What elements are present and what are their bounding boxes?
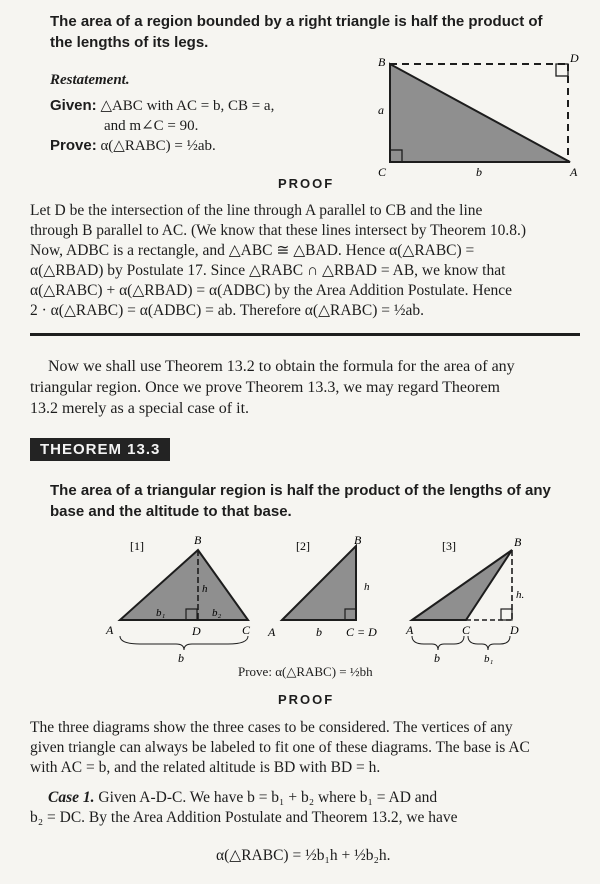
case-line: b₂ = DC. By the Area Addition Postulate and Theorem 13.2, we have [30,809,458,826]
statement-line: the lengths of its legs. [50,34,209,51]
given-text-2: and m∠C = 90. [104,118,199,134]
statement-line: base and the altitude to that base. [50,503,292,520]
d2-label-h: h [364,581,370,593]
given-line [50,96,274,115]
restatement-label: Restatement. [50,72,130,88]
proof-line: Let D be the intersection of the line through A parallel to CB and the line [30,202,483,219]
d3-label-h: h. [516,589,525,601]
theorem-13-2-statement [50,11,590,53]
proof-line: with AC = b, and the related altitude is BD with BD = h. [30,759,381,776]
d1-label-c: C [242,623,251,637]
intro-line: Now we shall use Theorem 13.2 to obtain the formula for the area of any [48,358,515,375]
proof-line: given triangle can always be labeled to fit one of these diagrams. The base is AC [30,739,530,756]
label-leg-a: a [378,103,384,117]
proof-line: Now, ADBC is a rectangle, and △ABC ≅ △BAD. Hence α(△RABC) = [30,242,475,259]
d2-label-a: A [268,625,276,639]
brace-3b [468,636,510,650]
label-leg-b: b [476,165,482,179]
tag-1: [1] [130,539,144,553]
three-case-diagrams [100,532,550,672]
label-b: B [378,55,386,69]
d3-label-base: b [434,651,440,665]
triangle-abc [390,64,570,162]
case-text: Given A-D-C. We have b = b₁ + b₂ where b₁ = AD and [98,789,438,806]
theorem-13-3-statement [50,480,590,522]
right-angle-3 [501,609,512,620]
intro-line: triangular region. Once we prove Theorem 13.3, we may regard Theorem [30,379,500,396]
proof-line: α(△RABC) + α(△RBAD) = α(ADBC) by the Area Addition Postulate. Hence [30,282,512,299]
diagram-case-3 [405,535,524,665]
statement-line: The area of a region bounded by a right triangle is half the product of [50,13,543,30]
prove-text: α(△RABC) = ½ab. [100,138,216,154]
proof-line: The three diagrams show the three cases to be considered. The vertices of any [30,719,513,736]
case-label: Case 1. [48,789,95,806]
label-a: A [570,165,578,179]
d2-label-cd: C = D [346,625,377,639]
given-label: Given: [50,97,97,114]
d3-label-b1: b₁ [484,653,494,665]
theorem-13-3-banner: THEOREM 13.3 [30,438,170,461]
brace-1 [120,636,248,650]
d1-label-base: b [178,651,184,665]
intro-line: 13.2 merely as a special case of it. [30,400,250,417]
tag-3: [3] [442,539,456,553]
tag-2: [2] [296,539,310,553]
triangle-1 [120,550,248,620]
d3-label-d: D [510,623,519,637]
section-divider [30,333,580,336]
label-c: C [378,165,387,179]
proof-2-body [30,718,582,778]
d1-label-b2: b₂ [212,607,222,619]
diagram-case-2 [267,533,377,639]
proof-heading: PROOF [278,176,335,191]
label-d: D [570,51,579,65]
proof-line: α(△RBAD) by Postulate 17. Since △RABC ∩ △RBAD = AB, we know that [30,262,506,279]
d1-label-d: D [192,624,201,638]
brace-3a [412,636,464,650]
d3-label-a: A [406,623,414,637]
d3-label-c: C [462,623,471,637]
proof-1-body [30,201,582,321]
statement-line: The area of a triangular region is half the product of the lengths of any [50,482,551,499]
case-1-paragraph [30,788,582,828]
right-angle-d [556,64,568,76]
intro-paragraph [30,356,582,419]
right-triangle-diagram [370,50,590,180]
triangle-3 [412,550,512,620]
diagrams-prove: Prove: α(△RABC) = ½bh [238,664,373,679]
d3-label-b: B [514,535,522,549]
diagram-case-1 [105,533,251,665]
d1-label-a: A [106,623,114,637]
d1-label-h: h [202,583,208,595]
prove-label: Prove: [50,137,97,154]
case-line [30,788,582,808]
case-1-formula: α(△RABC) = ½b₁h + ½b₂h. [216,847,391,864]
d1-label-b1: b₁ [156,607,166,619]
given-text: △ABC with AC = b, CB = a, [100,98,275,114]
d1-label-b: B [194,533,202,547]
proof-line: 2 · α(△RABC) = α(ADBC) = ab. Therefore α(△RABC) = ½ab. [30,302,424,319]
proof-line: through B parallel to AC. (We know that these lines intersect by Theorem 10.8.) [30,222,527,239]
prove-line [50,136,216,155]
proof-heading-2: PROOF [278,692,335,707]
d2-label-b: B [354,533,362,547]
d2-label-base: b [316,625,322,639]
